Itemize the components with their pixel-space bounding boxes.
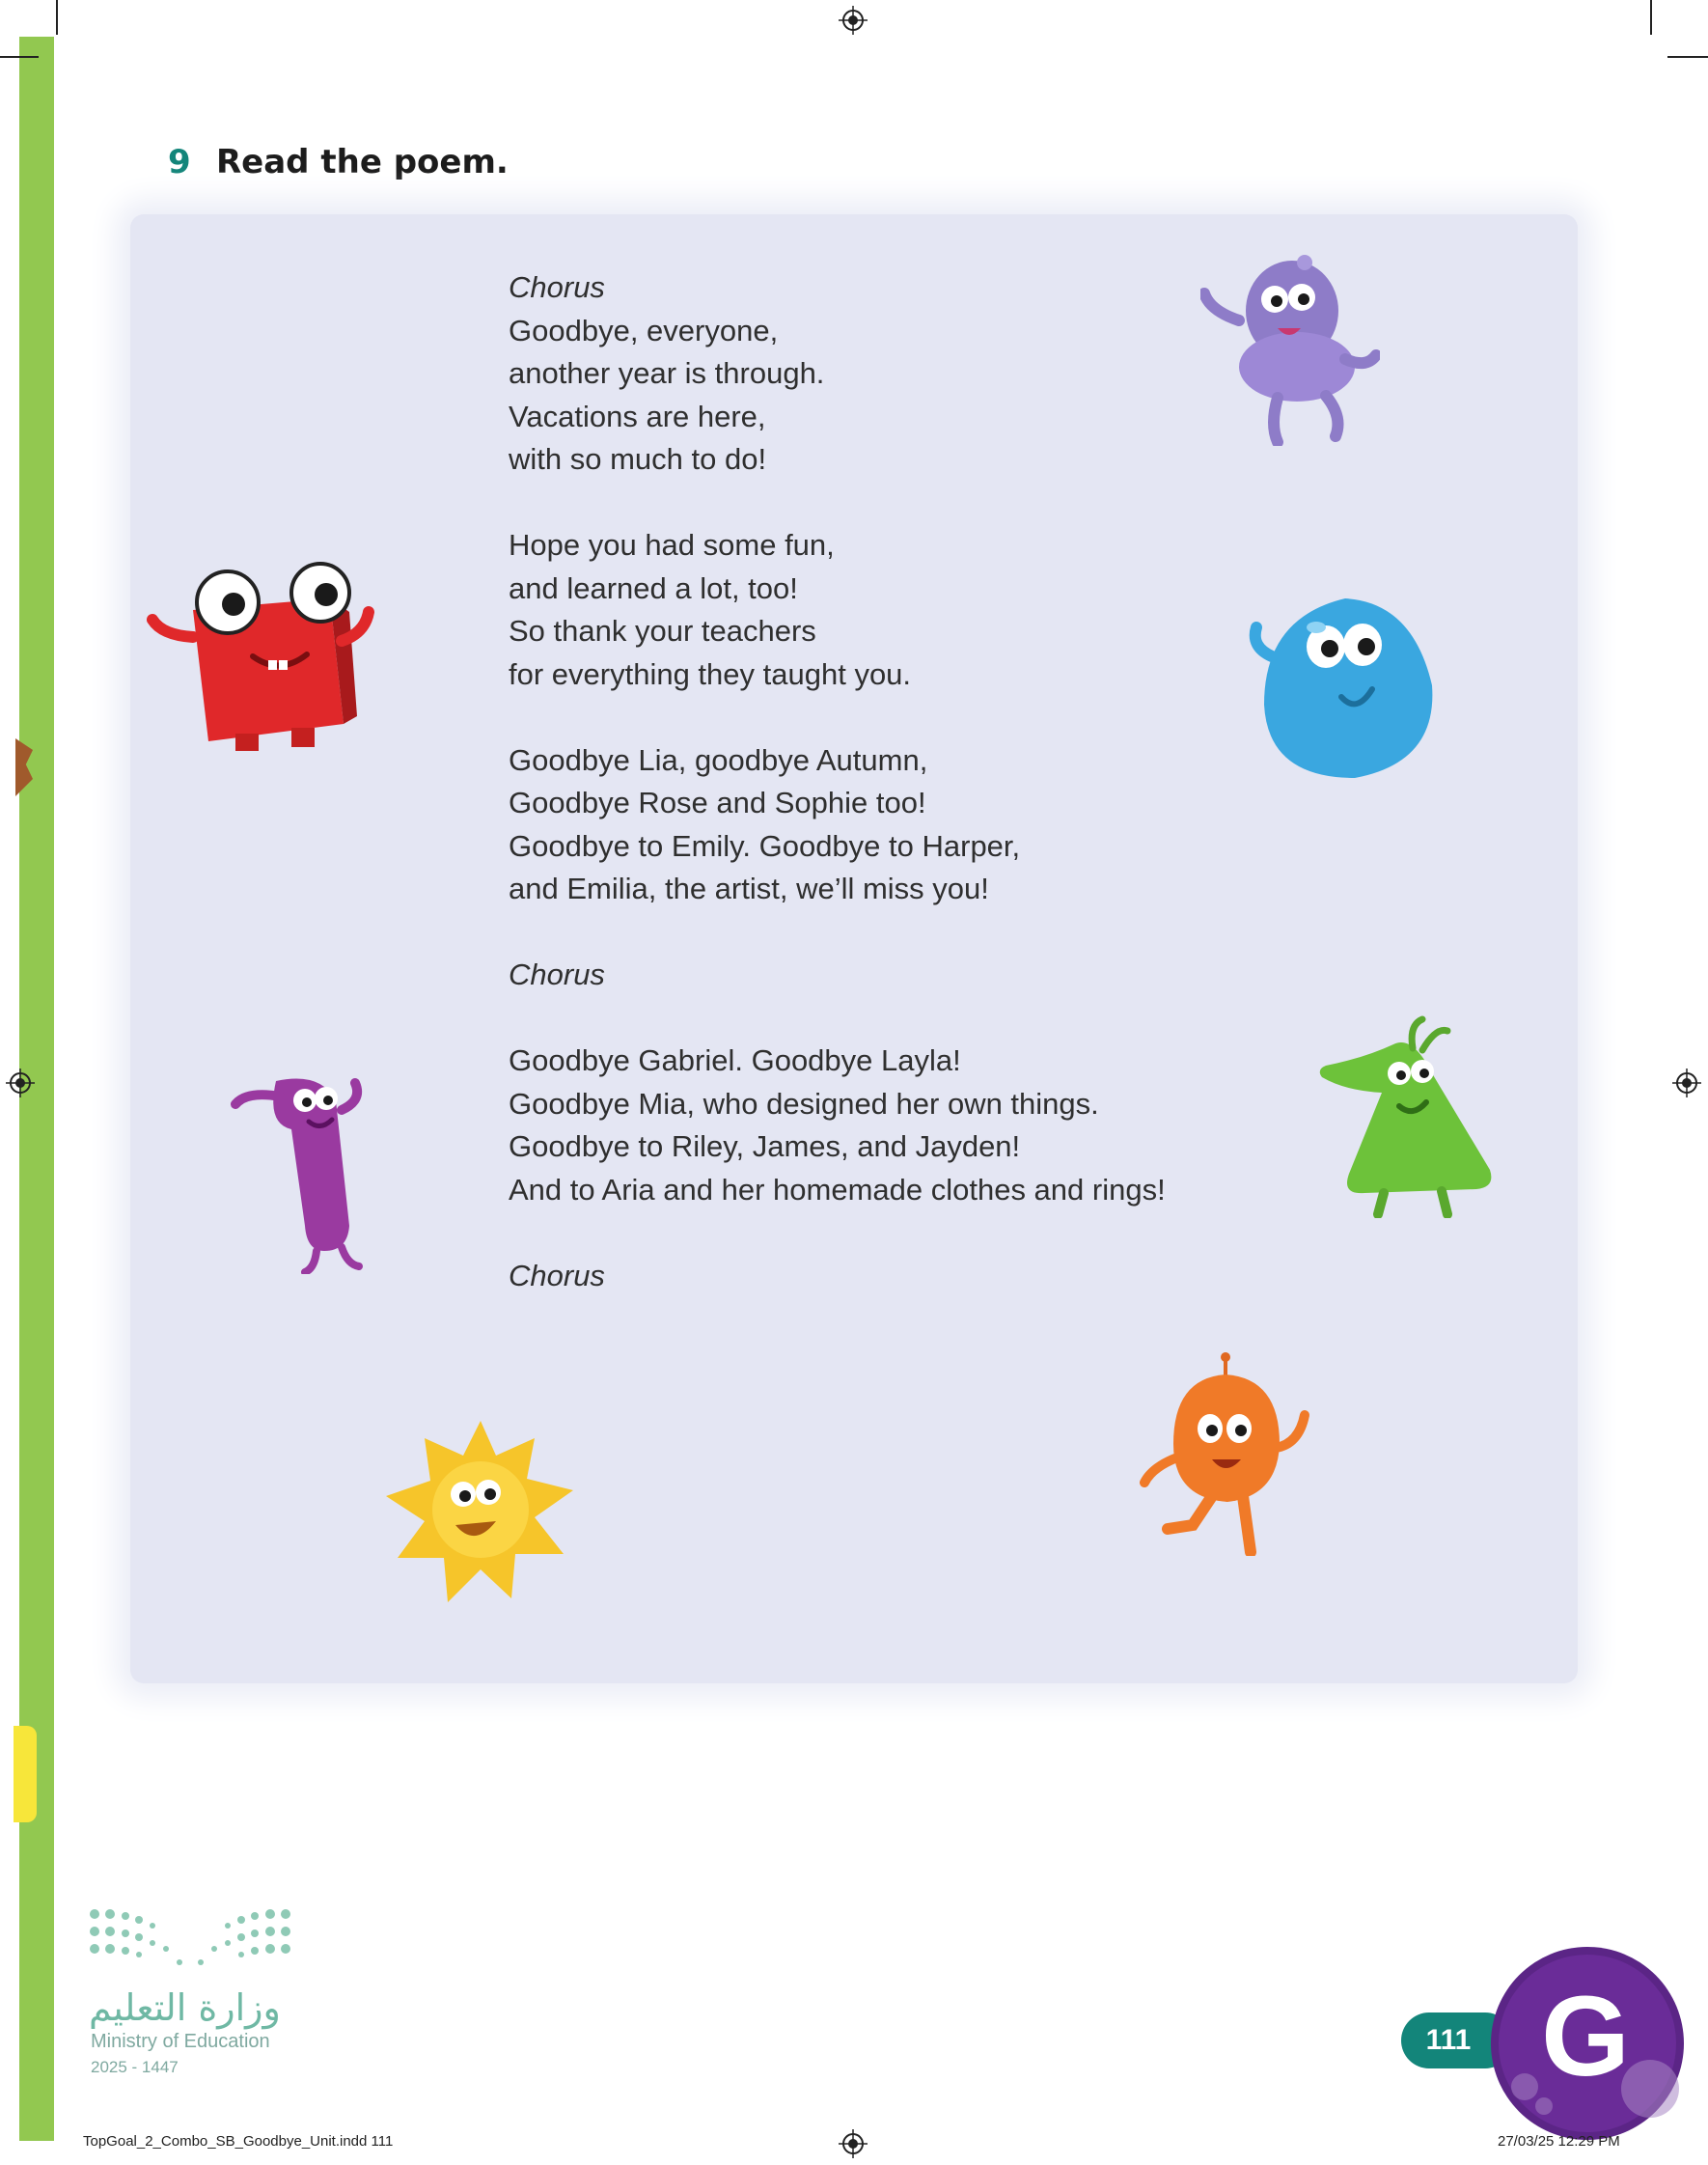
exercise-instruction: Read the poem. (216, 143, 509, 181)
poem-line: and learned a lot, too! (509, 570, 798, 605)
file-date: 27/03/25 12:29 PM (1498, 2133, 1620, 2150)
poem-line: So thank your teachers (509, 614, 816, 648)
poem-line: Goodbye Mia, who designed her own things. (509, 1086, 1099, 1121)
poem-line: Chorus (509, 958, 605, 991)
yellow-sun-character (380, 1413, 583, 1612)
poem-line: Goodbye to Emily. Goodbye to Harper, (509, 828, 1021, 863)
page-number: 111 (1401, 2012, 1513, 2068)
ministry-logo-dots-icon (89, 1906, 291, 1970)
poem-line: with so much to do! (509, 442, 767, 476)
poem-line: Goodbye Gabriel. Goodbye Layla! (509, 1043, 961, 1077)
crop-mark (0, 56, 39, 58)
poem-chorus-label (509, 266, 1242, 310)
poem-line: Goodbye Lia, goodbye Autumn, (509, 742, 928, 777)
poem-line: Goodbye to Riley, James, and Jayden! (509, 1129, 1021, 1163)
red-square-character (147, 560, 378, 753)
poem-line: another year is through. (509, 356, 825, 390)
file-slug: TopGoal_2_Combo_SB_Goodbye_Unit.indd 111 (83, 2133, 394, 2150)
registration-mark-icon (839, 6, 868, 35)
poem-chorus-label (509, 1255, 1242, 1298)
edge-yellow-tab (14, 1726, 37, 1822)
poem-line: Vacations are here, (509, 399, 766, 433)
poem-line: Goodbye, everyone, (509, 313, 779, 347)
crop-mark (1650, 0, 1652, 35)
poem-line: for everything they taught you. (509, 656, 912, 691)
ministry-year: 2025 - 1447 (91, 2058, 179, 2076)
exercise-number: 9 (168, 143, 191, 181)
green-triangle-character (1307, 1015, 1500, 1218)
poem-line: And to Aria and her homemade clothes and rings! (509, 1172, 1166, 1207)
poem-line: and Emilia, the artist, we’ll miss you! (509, 872, 989, 905)
ministry-name-arabic: وزارة التعليم (89, 1986, 281, 2029)
g-logo-icon (1486, 1942, 1689, 2145)
blue-drop-character (1249, 589, 1447, 784)
poem-line: Chorus (509, 270, 605, 304)
ministry-name-english: Ministry of Education (91, 2031, 270, 2052)
poem (509, 266, 1242, 1341)
g-logo-letter: G (1541, 1973, 1630, 2100)
poem-line: Hope you had some fun, (509, 528, 835, 562)
poem-stanza (509, 310, 1242, 482)
poem-chorus-label (509, 954, 1242, 997)
registration-mark-icon (6, 1069, 35, 1097)
poem-stanza (509, 524, 1242, 696)
magenta-worm-character (228, 1062, 372, 1274)
purple-blob-character (1200, 253, 1380, 446)
poem-line: Goodbye Rose and Sophie too! (509, 786, 926, 819)
registration-mark-icon (1672, 1069, 1701, 1097)
poem-stanza (509, 739, 1242, 911)
poem-stanza (509, 1040, 1242, 1211)
poem-line: Chorus (509, 1258, 605, 1292)
orange-egg-character (1139, 1351, 1312, 1556)
registration-mark-icon (839, 2129, 868, 2158)
crop-mark (1667, 56, 1708, 58)
crop-mark (56, 0, 58, 35)
